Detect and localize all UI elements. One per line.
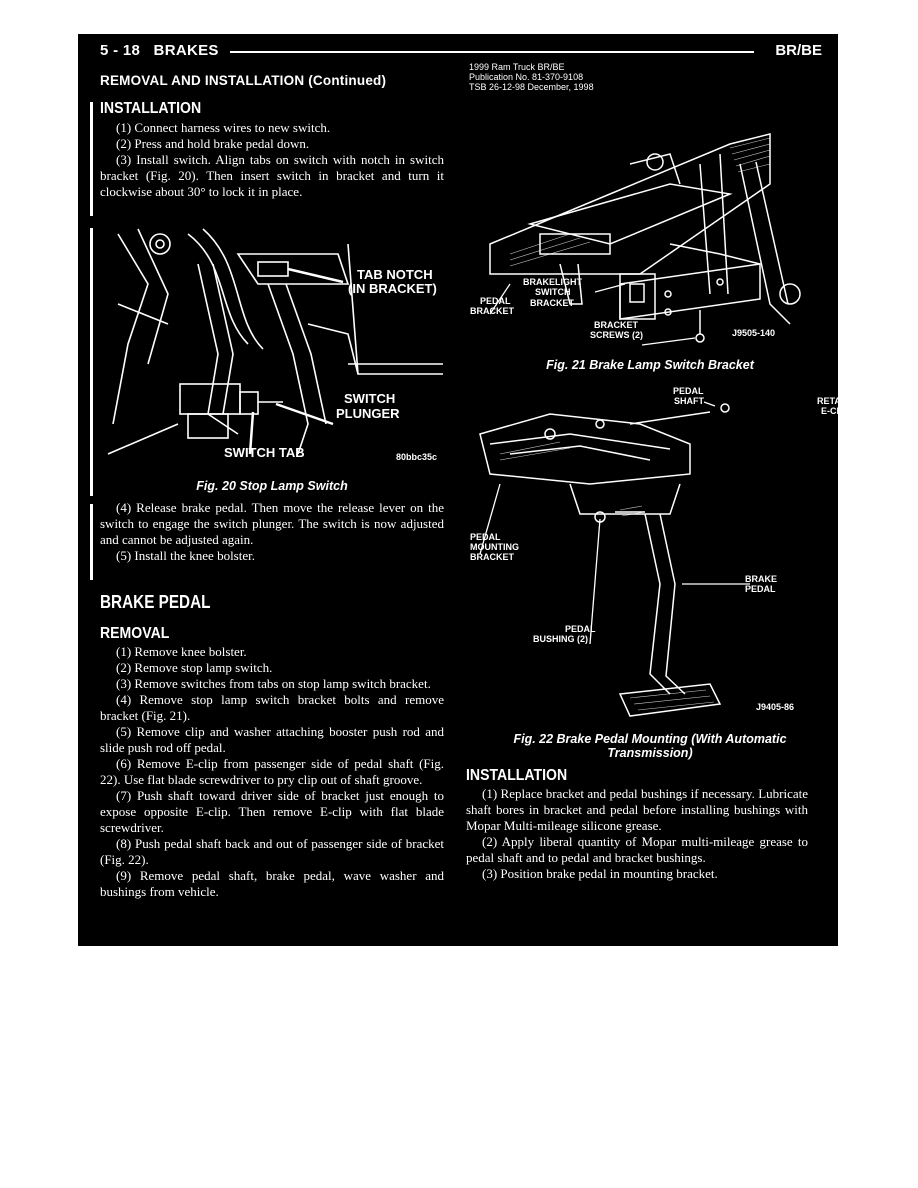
label-pedal-mounting: PEDAL (470, 532, 501, 542)
label-pedal-bracket: BRACKET (470, 306, 514, 316)
fig20-code: 80bbc35c (396, 452, 438, 462)
page-header-model: BR/BE (775, 42, 822, 59)
label-pedal-shaft: SHAFT (674, 396, 704, 406)
brake-lamp-switch-bracket-illustration (470, 124, 810, 346)
step: (1) Remove knee bolster. (116, 644, 247, 659)
fig22-code: J9405-86 (756, 702, 795, 712)
label-pedal-mounting: MOUNTING (470, 542, 519, 552)
fig21-code: J9505-140 (732, 328, 776, 338)
step: (1) Replace bracket and pedal bushings if necessary. Lubricate shaft bores in bracket and pedal before installing bushings with Mopar Multi-mileage silicone grease. (466, 786, 808, 833)
label-shaft: SHAFT (841, 386, 871, 396)
label-bracket: BRACKET (530, 298, 574, 308)
pub-line: Publication No. 81-370-9108 (469, 72, 584, 82)
label-plunger: PLUNGER (336, 406, 400, 421)
label-brake: BRAKE (745, 574, 778, 584)
fig22-caption (470, 732, 830, 760)
label-switch: SWITCH (344, 391, 396, 406)
pub-line: TSB 26-12-98 December, 1998 (469, 82, 594, 92)
label-switch-tab: SWITCH TAB (224, 445, 305, 460)
step: (5) Install the knee bolster. (116, 548, 255, 563)
step: (2) Apply liberal quantity of Mopar multi-mileage grease to pedal shaft and to pedal and bracket bushings. (466, 834, 808, 865)
step: (5) Remove clip and washer attaching booster push rod and slide push rod off pedal. (100, 724, 444, 755)
step: (4) Remove stop lamp switch bracket bolts and remove bracket (Fig. 21). (100, 692, 444, 723)
section-subheader: REMOVAL AND INSTALLATION (Continued) (100, 73, 387, 88)
installation-heading: INSTALLATION (100, 100, 202, 117)
step: (3) Install switch. Align tabs on switch with notch in switch bracket (Fig. 20). Then insert switch in bracket and turn it clockwise about 30° to lock it in place. (100, 152, 444, 199)
step: (9) Remove pedal shaft, brake pedal, wave washer and bushings from vehicle. (100, 868, 444, 899)
revision-bar (90, 504, 93, 580)
page-header-section: 5 - 18 BRAKES (100, 42, 219, 59)
label-retaining: RETAINING (817, 396, 866, 406)
label-pedal-shaft: PEDAL (673, 386, 704, 396)
step: (8) Push pedal shaft back and out of passenger side of bracket (Fig. 22). (100, 836, 444, 867)
label-pedal: PEDAL (745, 584, 776, 594)
revision-bar (90, 102, 93, 216)
fig21-caption: Fig. 21 Brake Lamp Switch Bracket (546, 358, 754, 372)
label-tab-notch: TAB NOTCH (357, 267, 433, 282)
step: (2) Remove stop lamp switch. (116, 660, 273, 675)
label-brakelight: BRAKELIGHT (523, 277, 582, 287)
label-pedal-mounting: BRACKET (470, 552, 514, 562)
step: (2) Press and hold brake pedal down. (116, 136, 310, 151)
brake-pedal-heading: BRAKE PEDAL (100, 592, 211, 612)
step: (3) Position brake pedal in mounting bracket. (482, 866, 718, 881)
fig20-caption: Fig. 20 Stop Lamp Switch (196, 479, 348, 493)
label-eclips: E-CLIPS (2) (821, 406, 871, 416)
label-bracket-screws: BRACKET (594, 320, 638, 330)
brake-pedal-mounting-illustration (470, 394, 810, 724)
removal-heading: REMOVAL (100, 625, 170, 642)
caption-line: Fig. 22 Brake Pedal Mounting (With Automatic (513, 732, 787, 746)
manual-page (78, 34, 871, 946)
step: (7) Push shaft toward driver side of bracket just enough to expose opposite E-clip. Then remove E-clip with flat blade screwdriver. (100, 788, 444, 835)
publication-info (469, 62, 594, 92)
installation-steps (100, 120, 444, 200)
step: (6) Remove E-clip from passenger side of pedal shaft (Fig. 22). Use flat blade screwdriver to pry clip out of shaft groove. (100, 756, 444, 787)
step: (1) Connect harness wires to new switch. (116, 120, 331, 135)
label-bushing: PEDAL (565, 624, 596, 634)
removal-steps (100, 644, 444, 900)
revision-bar (90, 228, 93, 496)
label-in-bracket: (IN BRACKET) (348, 281, 437, 296)
header-rule (230, 51, 754, 53)
stop-lamp-switch-illustration (108, 224, 448, 464)
release-steps (100, 500, 444, 564)
label-bracket-screws: SCREWS (2) (590, 330, 644, 340)
label-bushing: BUSHING (2) (533, 634, 589, 644)
pub-line: 1999 Ram Truck BR/BE (469, 62, 565, 72)
caption-line: Transmission) (607, 746, 693, 760)
step: (3) Remove switches from tabs on stop lamp switch bracket. (116, 676, 431, 691)
label-switch: SWITCH (535, 287, 571, 297)
installation-steps (466, 786, 808, 882)
installation-heading: INSTALLATION (466, 767, 568, 784)
label-pedal: PEDAL (480, 296, 511, 306)
step: (4) Release brake pedal. Then move the release lever on the switch to engage the switch plunger. The switch is now adjusted and cannot be adjusted again. (100, 500, 444, 547)
